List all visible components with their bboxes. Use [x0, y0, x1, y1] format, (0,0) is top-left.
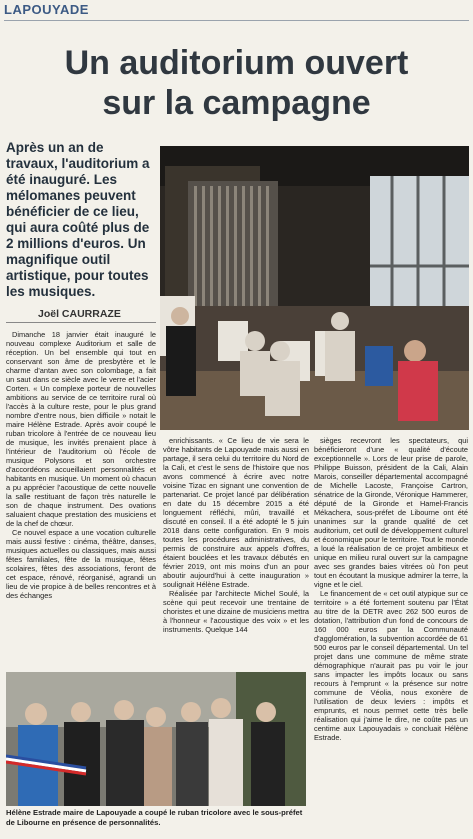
paragraph: Ce nouvel espace a une vocation culturelle mais aussi festive : cinéma, théâtre, danses, musiques actuelles ou classiques, mais aussi fêtes familiales, fête de la musique, fêtes scolaires, fêtes des associations, feront de cet espace, rénové, réorganisé, agrandi un lieu de vie propice à de belles rencontres et à des échanges	[6, 528, 156, 600]
paragraph: sièges recevront les spectateurs, qui bénéficieront d'une « qualité d'écoute exceptionnelle ». Lors de leur prise de parole, Philippe Buisson, président de la Cali, Alain Marois, conseiller départemental accompagné de Michelle Lacoste, Françoise Cartron, sénatrice de la Gironde, Véronique Hammerer, député de la Gironde et Hamel-Francis Mékachera, sous-préfet de Libourne ont été unanimes sur la grande qualité de cet auditorium, cet outil de développement culturel et économique pour le territoire. Tout le monde a loué la réalisation de ce projet ambitieux et unique en milieu rural ouvert sur la campagne avec ses grandes baies vitrées où l'on peut tout en écoutant la musique admirer la terre, la vigne et le ciel.	[314, 436, 468, 589]
headline-line-1: Un auditorium ouvert	[64, 44, 409, 82]
concert-illustration	[160, 146, 469, 430]
photo-auditorium-concert	[160, 146, 469, 430]
paragraph: Réalisée par l'architecte Michel Soulé, la scène qui peut recevoir une trentaine de choristes et une dizaine de musiciens mettra à l'honneur « l'acoustique des voix » et les instruments. Quelque 144	[163, 589, 309, 634]
paragraph: enrichissants. « Ce lieu de vie sera le vôtre habitants de Lapouyade mais aussi en partage, il sera celui du territoire du Nord de la Cali, et c'est le sens de l'histoire que nos avons commencé à écrire avec notre voisine Tizac en signant une convention de partenariat. Ce projet lancé par délibération en date du 15 décembre 2015 a été longuement réfléchi, mûri, travaillé et discuté en conseil. Il a été adopté le 5 juin 2018 dans cette configuration. En 9 mois toutes les procédures administratives, du permis de construire aux appels d'offres, étaient bouclées et les travaux débutés en février 2019, ont mis moins d'un an pour aboutir aujourd'hui à cette inauguration » soulignait Hélène Estrade.	[163, 436, 309, 589]
article-column-3	[314, 436, 468, 838]
ribbon-cutting-illustration	[6, 672, 306, 806]
section-label: LAPOUYADE	[4, 2, 89, 17]
byline-rule	[6, 322, 156, 323]
author-byline: Joël CAURRAZE	[38, 308, 121, 320]
top-rule	[4, 20, 469, 21]
photo-caption: Hélène Estrade maire de Lapouyade a coupé le ruban tricolore avec le sous-préfet de Libourne en présence de personnalités.	[6, 808, 303, 827]
headline-line-2: sur la campagne	[102, 84, 371, 122]
paragraph: Dimanche 18 janvier était inauguré le nouveau complexe Auditorium et salle de réception. Un bel ensemble qui tout en conservant son âme de presbytère et le charme d'antan avec son colombage, a fait un saut dans ce siècle avec le verre et l'acier Corten. « Un complexe porteur de nouvelles ambitions au service de ce territoire rural où l'accès à la culture reste, pour le plus grand nombre d'entre nous, bien difficile » notait le maire Hélène Estrade. Après avoir coupé le ruban tricolore à l'entrée de ce nouveau lieu de musique, les invités prenaient place à l'intérieur de l'auditorium où l'école de musique Polysons et son orchestre d'accordéons accueillaient personnalités et habitants en musique. Un moment où chacun a pu apprécier l'acoustique de cette nouvelle la salle restituant de façon très naturelle le son de chaque instrument. Des ovations saluaient chaque prestation des musiciens et de la chef de chœur.	[6, 330, 156, 528]
photo-ribbon-cutting	[6, 672, 306, 806]
lead-paragraph: Après un an de travaux, l'auditorium a été inauguré. Les mélomanes peuvent bénéficier de ce lieu, qui aura coûté plus de 2 millions d'euros. Un magnifique outil artistique, pour toutes les musiques.	[6, 140, 150, 299]
paragraph: Le financement de « cet outil atypique sur ce territoire » a été fortement soutenu par l'État au titre de la DETR avec 262 500 euros de dotation, l'attribution d'un fond de concours de 160 000 euros par la Communauté d'agglomération, la subvention accordée de 61 500 euros par le conseil départemental. Un tel projet dans une commune de même strate démographique n'aurait pas pu voir le jour sans impacter les impôts locaux ou sans recours à l'emprunt « la présence sur notre commune de Véolia, nous exonère de l'utilisation de deux leviers : impôts et emprunts, et nous permet cette très belle réalisation qui j'aime le dire, ne coûte pas un centime aux Lapouyadais » concluait Hélène Estrade.	[314, 589, 468, 742]
article-column-2	[163, 436, 309, 676]
article-column-1	[6, 330, 156, 668]
